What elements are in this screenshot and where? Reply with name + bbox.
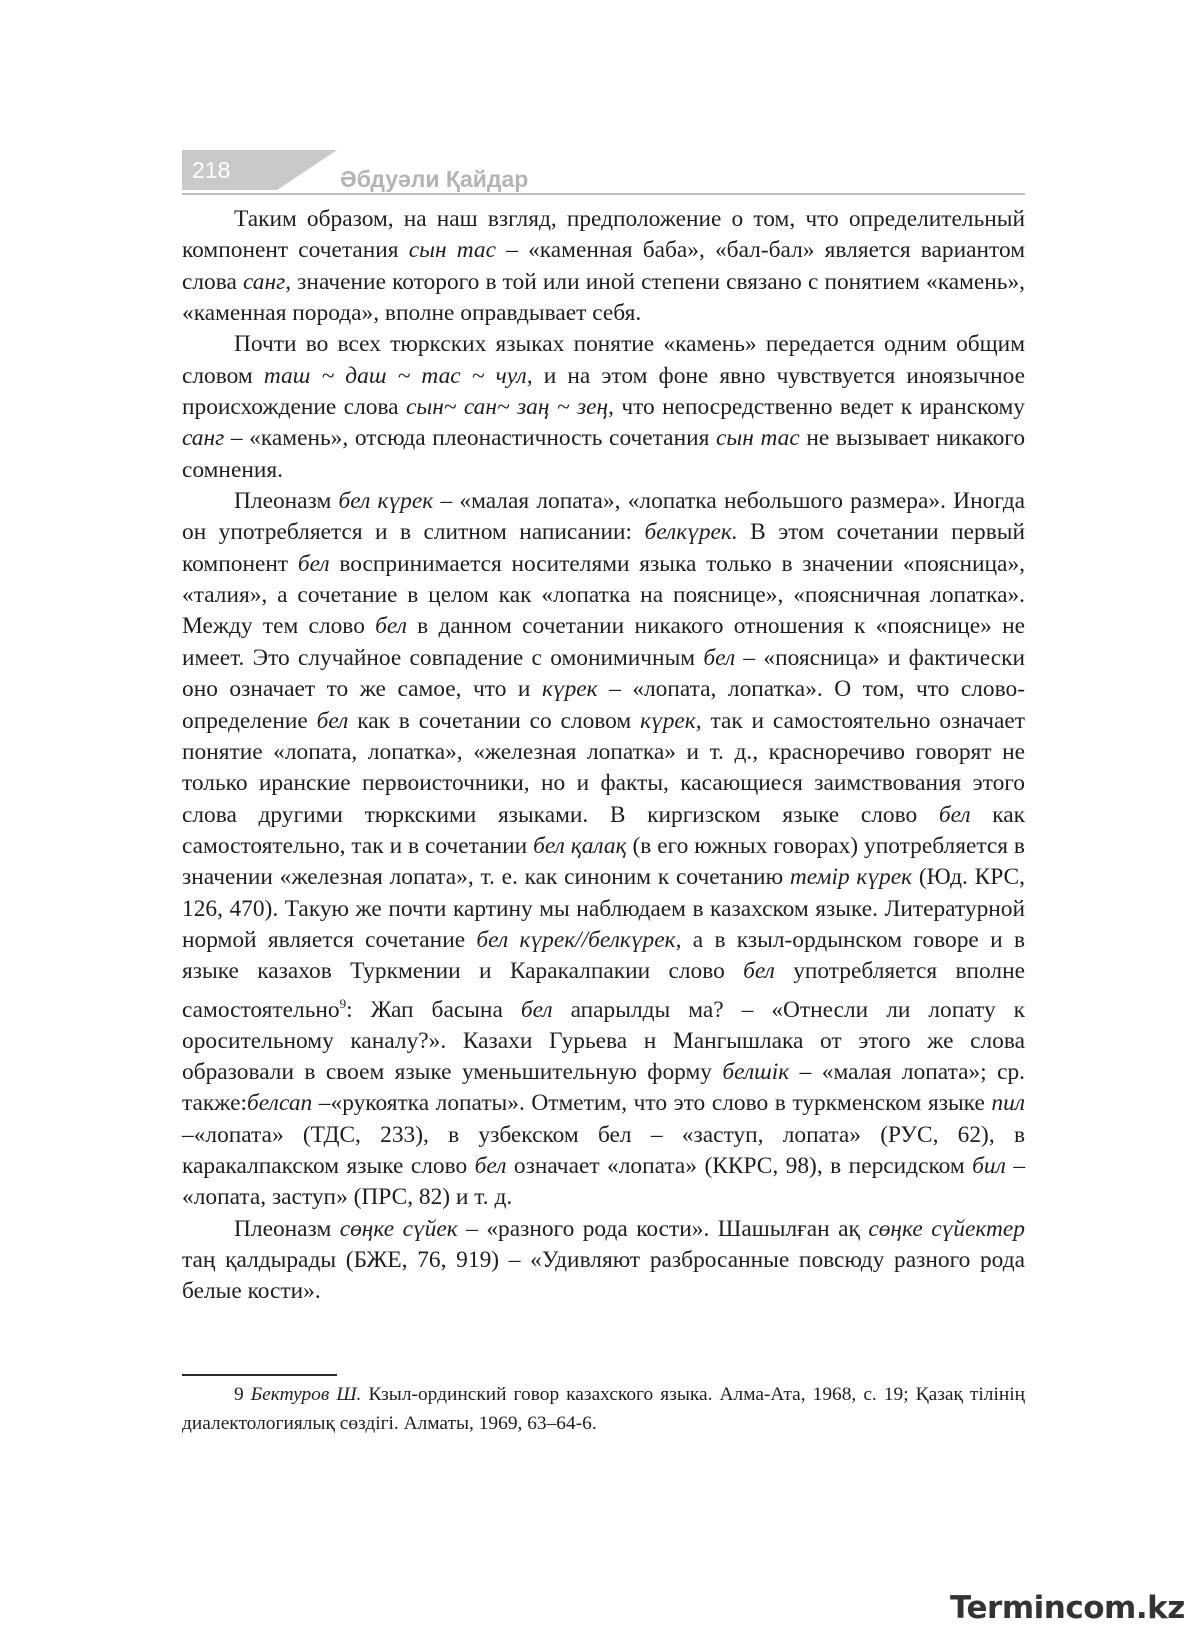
italic-term: пил	[991, 1090, 1025, 1117]
footnote-ref[interactable]: 9	[339, 995, 347, 1011]
italic-term: таш ~ даш ~ тас ~ чул,	[263, 362, 533, 389]
italic-term: бел	[297, 550, 330, 577]
italic-term: белсап	[247, 1090, 313, 1117]
italic-term: Бектуров Ш.	[250, 1384, 362, 1405]
italic-term: бел	[703, 644, 736, 671]
italic-term: бел	[474, 1153, 507, 1180]
italic-term: белшік	[722, 1059, 790, 1086]
paragraph: Почти во всех тюркских языках понятие «камень» передается одним общим словом таш ~ даш ~ тас ~ чул, и на этом фоне явно чувствуется иноязычное происхождение слова сын~ сан~ заң ~ зең, что непосредственно ведет к иранскому санг – «камень», отсюда плеонастичность сочетания сын тас не вызывает никакого сомнения.	[182, 331, 1026, 483]
site-watermark[interactable]: Termincom.kz	[950, 1590, 1185, 1626]
italic-term: бел күрек//белкүрек,	[476, 926, 682, 953]
header-tab-wedge	[277, 150, 337, 190]
italic-term: бел	[316, 707, 349, 734]
paragraph: Плеоназм бел күрек – «малая лопата», «лопатка небольшого размера». Иногда он употребляется и в слитном написании: белкүрек. В этом сочетании первый компонент бел воспринимается носителями языка только в значении «поясница», «талия», а сочетание в целом как «лопатка на пояснице», «поясничная лопатка». Между тем слово бел в данном сочетании никакого отношения к «пояснице» не имеет. Это случайное совпадение с омонимичным бел – «поясница» и фактически оно означает то же самое, что и күрек – «лопата, лопатка». О том, что слово- определение бел как в сочетании со словом күрек, так и самостоятельно означает понятие «лопата, лопатка», «железная лопатка» и т. д., красноречиво говорят не только иранские первоисточники, но и факты, касающиеся заимствования этого слова другими тюркскими языками. В киргизском языке слово бел как самостоятельно, так и в сочетании бел қалақ (в его южных говорах) употребляется в значении «железная лопата», т. е. как синоним к сочетанию темір күрек (Юд. КРС, 126, 470). Такую же почти картину мы наблюдаем в казахском языке. Литературной нормой является сочетание бел күрек//белкүрек, а в кзыл-ордынском говоре и в языке казахов Туркмении и Каракалпакии слово бел употребляется вполне самостоятельно$^9$: Жап басына бел апарылды ма? – «Отнесли ли лопату к оросительному каналу?». Казахи Гурьева н Мангышлака от этого же слова образовали в своем языке уменьшительную форму белшік – «малая лопата»; ср. также:белсап –«рукоятка лопаты». Отметим, что это слово в туркменском языке пил –«лопата» (ТДС, 233), в узбекском бел – «заступ, лопата» (РУС, 62), в каракалпакском языке слово бел означает «лопата» (ККРС, 98), в персидском бил – «лопата, заступ» (ПРС, 82) и т. д.	[182, 488, 1026, 1211]
italic-term: бил	[972, 1153, 1006, 1180]
italic-term: бел	[938, 801, 971, 828]
body-text	[182, 204, 1025, 1308]
italic-term: бел	[375, 613, 407, 640]
italic-term: санг,	[243, 268, 292, 295]
italic-term: сөңке сүйек	[339, 1215, 458, 1242]
italic-term: сын тас	[408, 237, 497, 264]
italic-term: бел	[743, 958, 775, 985]
italic-term: белкүрек.	[644, 519, 738, 546]
italic-term: санг	[182, 425, 225, 452]
italic-term: темір күрек	[789, 864, 913, 891]
page-number: 218	[182, 150, 277, 190]
running-author: Әбдуәли Қайдар	[340, 166, 529, 192]
running-header	[182, 150, 1025, 196]
italic-term: сөңке сүйектер	[868, 1215, 1025, 1242]
header-rule	[182, 193, 1025, 195]
italic-term: күрек,	[640, 707, 702, 734]
italic-term: сын тас	[716, 425, 800, 452]
footnote-rule	[182, 1374, 337, 1376]
paragraph: Плеоназм сөңке сүйек – «разного рода кости». Шашылған ақ сөңке сүйектер таң қалдырады (БЖЕ, 76, 919) – «Удивляют разбросанные повсюду разного рода белые кости».	[182, 1215, 1025, 1305]
italic-term: сын~ сан~ заң ~ зең,	[405, 394, 614, 421]
footnote: 9 Бектуров Ш. Кзыл-ординский говор казахского языка. Алма-Ата, 1968, с. 19; Қазақ тілінің диалектологиялық сөздігі. Алматы, 1969, 63–64-6.	[182, 1384, 1025, 1434]
italic-term: бел қалақ	[533, 832, 627, 859]
italic-term: бел күрек	[338, 488, 434, 515]
paragraph: Таким образом, на наш взгляд, предположение о том, что определительный компонент сочетания сын тас – «каменная баба», «бал-бал» является вариантом слова санг, значение которого в той или иной степени связано с понятием «камень», «каменная порода», вполне оправдывает себя.	[182, 206, 1025, 327]
italic-term: күрек	[541, 676, 598, 703]
italic-term: бел	[520, 996, 553, 1023]
